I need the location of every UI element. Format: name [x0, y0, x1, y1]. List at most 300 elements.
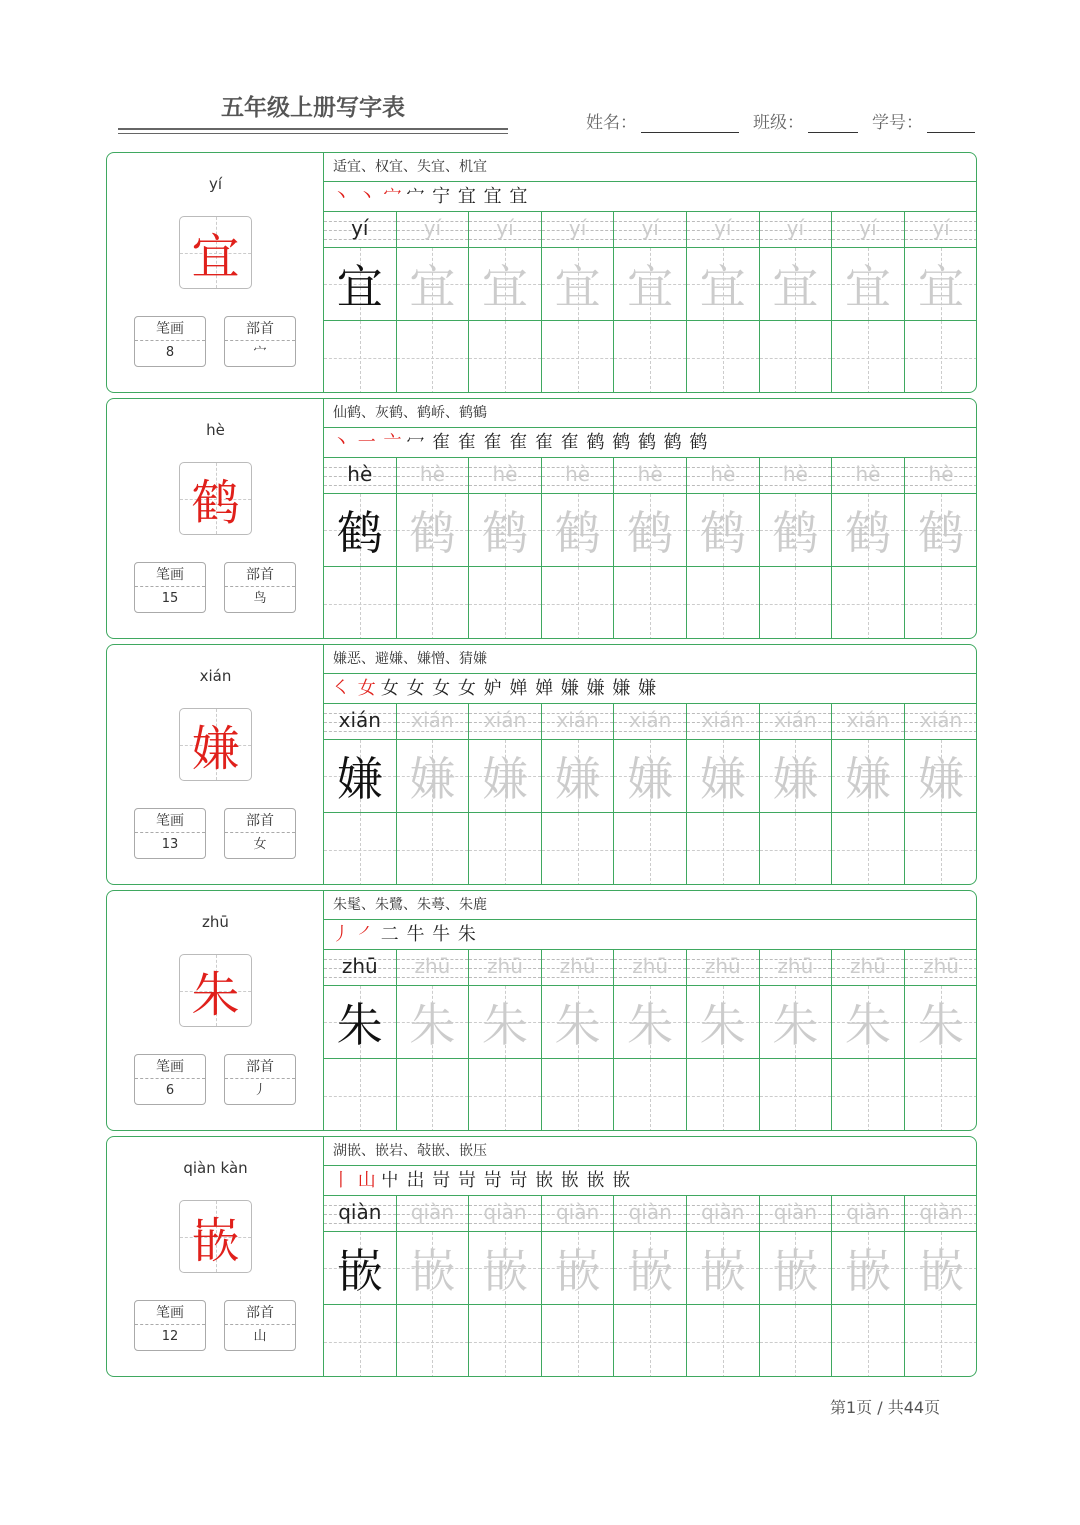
- character-cell: [760, 740, 833, 812]
- pinyin-model: yí: [351, 216, 369, 240]
- pinyin-cell: [397, 950, 470, 985]
- blank-cell[interactable]: [832, 1305, 905, 1377]
- grid-guide: [578, 1305, 579, 1377]
- radical-box: [224, 562, 296, 613]
- grid-guide: [868, 321, 869, 393]
- pinyin-cell: [397, 1196, 470, 1231]
- pinyin-cell: [687, 212, 760, 247]
- pinyin-trace: zhū: [487, 954, 523, 978]
- blank-cell[interactable]: [905, 321, 977, 393]
- character-info: [107, 1137, 324, 1376]
- grid-guide: [650, 321, 651, 393]
- pinyin-cell: [469, 1196, 542, 1231]
- blank-cell[interactable]: [542, 1305, 615, 1377]
- class-field[interactable]: [808, 111, 858, 133]
- character-trace: 鹤: [481, 506, 528, 560]
- grid-guide: [578, 1059, 579, 1131]
- blank-cell[interactable]: [687, 1059, 760, 1131]
- character-cell: [760, 986, 833, 1058]
- example-words: 仙鹤、灰鹤、鹤峤、鹤鶴: [324, 399, 977, 428]
- pinyin-cell: [760, 1196, 833, 1231]
- grid-guide: [578, 321, 579, 393]
- grid-guide: [868, 567, 869, 639]
- blank-cell[interactable]: [687, 321, 760, 393]
- grid-guide: [650, 567, 651, 639]
- pinyin-trace: zhū: [414, 954, 451, 978]
- grid-guide: [360, 1305, 361, 1377]
- grid-guide: [723, 321, 724, 393]
- grid-guide: [432, 1305, 433, 1377]
- pinyin-trace: zhū: [559, 954, 596, 978]
- pinyin-trace: hè: [928, 462, 954, 486]
- pinyin-cell: [397, 212, 470, 247]
- character-info: [107, 645, 324, 884]
- blank-cell[interactable]: [614, 567, 687, 639]
- character-cell: [760, 1232, 833, 1304]
- pinyin-row: [324, 704, 977, 740]
- strokes-label: 笔画: [135, 809, 205, 833]
- strokes-count: 6: [165, 1083, 175, 1098]
- pinyin-trace: hè: [419, 462, 445, 486]
- pinyin-trace: hè: [637, 462, 663, 486]
- strokes-label: 笔画: [135, 1055, 205, 1079]
- stroke-order-steps: 女 女 女 女 妒 婵 婵 嫌 嫌 嫌 嫌: [380, 678, 657, 699]
- character-cell: [614, 740, 687, 812]
- practice-area: [324, 399, 977, 638]
- character-cell: [905, 494, 977, 566]
- blank-cell[interactable]: [542, 1059, 615, 1131]
- pinyin-trace: yí: [859, 216, 877, 240]
- practice-area: [324, 1137, 977, 1376]
- character-cell: [905, 740, 977, 812]
- character-card: [106, 398, 977, 639]
- strokes-count: 12: [161, 1329, 179, 1344]
- grid-guide: [505, 567, 506, 639]
- number-label: 学号：: [872, 113, 923, 133]
- strokes-label: 笔画: [135, 563, 205, 587]
- pinyin-cell: [324, 1196, 397, 1231]
- character-cell: [905, 1232, 977, 1304]
- pinyin-trace: hè: [710, 462, 736, 486]
- blank-cell[interactable]: [687, 567, 760, 639]
- character-row: [324, 248, 977, 321]
- character-cell: [469, 1232, 542, 1304]
- stroke-order: [324, 182, 977, 212]
- radical-value: 丿: [253, 1083, 267, 1098]
- name-label: 姓名：: [586, 113, 637, 133]
- blank-cell[interactable]: [614, 1305, 687, 1377]
- radical-box: [224, 1300, 296, 1351]
- radical-label: 部首: [225, 563, 295, 587]
- main-character: 宜: [191, 229, 240, 285]
- character-cell: [614, 986, 687, 1058]
- radical-label: 部首: [225, 1301, 295, 1325]
- pinyin-trace: yí: [714, 216, 732, 240]
- character-cell: [324, 1232, 397, 1304]
- character-box: [179, 708, 252, 781]
- number-field[interactable]: [927, 111, 975, 133]
- student-info: [586, 108, 975, 133]
- grid-guide: [432, 567, 433, 639]
- character-cell: [397, 248, 470, 320]
- character-trace: 朱: [772, 998, 819, 1052]
- pinyin-cell: [469, 950, 542, 985]
- blank-cell[interactable]: [397, 321, 470, 393]
- pinyin-trace: yí: [932, 216, 950, 240]
- character-trace: 鹤: [627, 506, 674, 560]
- radical-label: 部首: [225, 809, 295, 833]
- pinyin-row: [324, 950, 977, 986]
- blank-cell[interactable]: [542, 321, 615, 393]
- pinyin-cell: [397, 704, 470, 739]
- blank-practice-row: [324, 1305, 977, 1377]
- character-card: [106, 644, 977, 885]
- pinyin-cell: [397, 458, 470, 493]
- character-trace: 嫌: [627, 752, 674, 806]
- pinyin-trace: qiàn: [555, 1200, 600, 1224]
- blank-practice-row: [324, 321, 977, 393]
- grid-guide: [505, 1059, 506, 1131]
- pinyin-cell: [469, 458, 542, 493]
- pinyin-trace: hè: [565, 462, 591, 486]
- pinyin-cell: [687, 1196, 760, 1231]
- pinyin-cell: [614, 704, 687, 739]
- strokes-count: 15: [161, 591, 179, 606]
- character-cell: [542, 248, 615, 320]
- grid-guide: [941, 321, 942, 393]
- pinyin-cell: [905, 212, 977, 247]
- character-cell: [469, 494, 542, 566]
- blank-cell[interactable]: [324, 813, 397, 885]
- grid-guide: [505, 1305, 506, 1377]
- character-row: [324, 740, 977, 813]
- character-info: [107, 399, 324, 638]
- pinyin-trace: zhū: [923, 954, 959, 978]
- grid-guide: [723, 1059, 724, 1131]
- practice-area: [324, 891, 977, 1130]
- main-character: 嫌: [191, 721, 240, 777]
- stroke-order: [324, 428, 977, 458]
- main-character: 朱: [191, 967, 240, 1023]
- pinyin-trace: zhū: [850, 954, 886, 978]
- strokes-label: 笔画: [135, 317, 205, 341]
- character-cell: [832, 494, 905, 566]
- blank-cell[interactable]: [905, 1059, 977, 1131]
- grid-guide: [868, 813, 869, 885]
- pinyin-trace: qiàn: [410, 1200, 454, 1224]
- stroke-order-steps: 二 牛 牛 朱: [380, 924, 477, 945]
- blank-cell[interactable]: [760, 813, 833, 885]
- pinyin-trace: qiàn: [919, 1200, 963, 1224]
- pinyin-cell: [760, 458, 833, 493]
- page-title: 五年级上册写字表: [221, 95, 405, 121]
- character-cell: [832, 986, 905, 1058]
- pinyin-cell: [905, 458, 977, 493]
- blank-cell[interactable]: [324, 321, 397, 393]
- character-trace: 嵌: [554, 1244, 601, 1298]
- blank-cell[interactable]: [542, 567, 615, 639]
- character-info: [107, 891, 324, 1130]
- pinyin-trace: xián: [774, 708, 817, 732]
- character-trace: 鹤: [699, 506, 746, 560]
- character-model: 嵌: [336, 1244, 383, 1298]
- grid-guide: [432, 1059, 433, 1131]
- radical-box: [224, 316, 296, 367]
- character-model: 宜: [336, 260, 383, 314]
- character-cell: [397, 1232, 470, 1304]
- character-cell: [760, 248, 833, 320]
- pinyin-model: zhū: [341, 954, 378, 978]
- grid-guide: [505, 321, 506, 393]
- blank-cell[interactable]: [397, 813, 470, 885]
- blank-cell[interactable]: [324, 1059, 397, 1131]
- blank-cell[interactable]: [760, 321, 833, 393]
- blank-cell[interactable]: [469, 813, 542, 885]
- character-box: [179, 216, 252, 289]
- character-trace: 嵌: [918, 1244, 965, 1298]
- character-trace: 宜: [481, 260, 528, 314]
- character-pinyin: qiàn kàn: [183, 1159, 248, 1177]
- pinyin-trace: xián: [846, 708, 890, 732]
- strokes-box: [134, 1054, 206, 1105]
- radical-value: 山: [253, 1329, 267, 1344]
- pinyin-trace: zhū: [777, 954, 814, 978]
- character-pinyin: hè: [206, 421, 225, 439]
- blank-cell[interactable]: [832, 321, 905, 393]
- character-cell: [832, 248, 905, 320]
- character-cell: [542, 494, 615, 566]
- blank-cell[interactable]: [687, 813, 760, 885]
- blank-cell[interactable]: [687, 1305, 760, 1377]
- grid-guide: [723, 1305, 724, 1377]
- grid-guide: [795, 321, 796, 393]
- character-cell: [832, 740, 905, 812]
- pinyin-trace: yí: [423, 216, 442, 240]
- pinyin-cell: [324, 950, 397, 985]
- blank-cell[interactable]: [397, 567, 470, 639]
- blank-cell[interactable]: [832, 813, 905, 885]
- character-box: [179, 1200, 252, 1273]
- character-trace: 宜: [409, 260, 456, 314]
- pinyin-cell: [542, 704, 615, 739]
- blank-practice-row: [324, 1059, 977, 1131]
- blank-cell[interactable]: [832, 1059, 905, 1131]
- character-model: 嫌: [336, 752, 383, 806]
- grid-guide: [650, 813, 651, 885]
- pinyin-model: hè: [347, 462, 373, 486]
- stroke-order-steps: 屮 岀 岢 岢 岢 岢 嵌 嵌 嵌 嵌: [380, 1170, 632, 1191]
- pinyin-trace: qiàn: [483, 1200, 527, 1224]
- pinyin-cell: [324, 704, 397, 739]
- radical-box: [224, 1054, 296, 1105]
- character-row: [324, 494, 977, 567]
- character-trace: 宜: [918, 260, 965, 314]
- character-cell: [832, 1232, 905, 1304]
- pinyin-trace: qiàn: [773, 1200, 817, 1224]
- blank-cell[interactable]: [760, 1059, 833, 1131]
- character-trace: 朱: [554, 998, 601, 1052]
- practice-area: [324, 153, 977, 392]
- character-cell: [542, 986, 615, 1058]
- pinyin-cell: [324, 212, 397, 247]
- blank-cell[interactable]: [397, 1059, 470, 1131]
- character-trace: 宜: [699, 260, 746, 314]
- character-cell: [469, 740, 542, 812]
- blank-practice-row: [324, 567, 977, 639]
- title-underline: [118, 128, 508, 130]
- character-trace: 嫌: [699, 752, 746, 806]
- character-cell: [687, 494, 760, 566]
- pinyin-trace: qiàn: [846, 1200, 890, 1224]
- character-trace: 嵌: [772, 1244, 819, 1298]
- blank-cell[interactable]: [905, 813, 977, 885]
- character-cell: [760, 494, 833, 566]
- stroke-order: [324, 920, 977, 950]
- pinyin-cell: [760, 950, 833, 985]
- character-cell: [324, 494, 397, 566]
- character-box: [179, 462, 252, 535]
- character-trace: 朱: [844, 998, 891, 1052]
- pinyin-cell: [760, 212, 833, 247]
- blank-cell[interactable]: [905, 1305, 977, 1377]
- blank-cell[interactable]: [324, 567, 397, 639]
- blank-cell[interactable]: [760, 1305, 833, 1377]
- pinyin-trace: yí: [786, 216, 805, 240]
- grid-guide: [941, 1305, 942, 1377]
- grid-guide: [505, 813, 506, 885]
- blank-cell[interactable]: [469, 1305, 542, 1377]
- character-box: [179, 954, 252, 1027]
- strokes-box: [134, 1300, 206, 1351]
- blank-cell[interactable]: [614, 321, 687, 393]
- blank-cell[interactable]: [614, 1059, 687, 1131]
- pinyin-model: qiàn: [338, 1200, 382, 1224]
- character-card: [106, 152, 977, 393]
- blank-cell[interactable]: [760, 567, 833, 639]
- pinyin-cell: [905, 704, 977, 739]
- pinyin-cell: [687, 458, 760, 493]
- pinyin-trace: xián: [411, 708, 454, 732]
- character-model: 朱: [336, 998, 383, 1052]
- radical-label: 部首: [225, 317, 295, 341]
- character-trace: 嵌: [844, 1244, 891, 1298]
- grid-guide: [941, 813, 942, 885]
- character-trace: 鹤: [554, 506, 601, 560]
- character-cell: [905, 986, 977, 1058]
- grid-guide: [432, 321, 433, 393]
- character-cell: [614, 494, 687, 566]
- pinyin-trace: hè: [855, 462, 881, 486]
- blank-cell[interactable]: [469, 321, 542, 393]
- character-cell: [687, 248, 760, 320]
- radical-value: 鸟: [253, 591, 267, 606]
- pinyin-row: [324, 212, 977, 248]
- blank-cell[interactable]: [397, 1305, 470, 1377]
- grid-guide: [650, 1059, 651, 1131]
- grid-guide: [868, 1305, 869, 1377]
- grid-guide: [723, 813, 724, 885]
- blank-cell[interactable]: [542, 813, 615, 885]
- pinyin-trace: xián: [701, 708, 744, 732]
- pinyin-trace: xián: [629, 708, 672, 732]
- stroke-order-current: ㇛ 女: [332, 678, 377, 699]
- character-cell: [397, 494, 470, 566]
- character-trace: 嵌: [409, 1244, 456, 1298]
- pinyin-cell: [542, 1196, 615, 1231]
- blank-cell[interactable]: [324, 1305, 397, 1377]
- page-number: 第1页 / 共44页: [830, 1398, 941, 1417]
- character-trace: 宜: [772, 260, 819, 314]
- blank-cell[interactable]: [469, 567, 542, 639]
- grid-guide: [795, 813, 796, 885]
- character-trace: 嫌: [918, 752, 965, 806]
- stroke-order-current: 丶 一 亠: [332, 432, 403, 453]
- grid-guide: [795, 567, 796, 639]
- character-trace: 鹤: [772, 506, 819, 560]
- character-trace: 嵌: [627, 1244, 674, 1298]
- blank-cell[interactable]: [614, 813, 687, 885]
- name-field[interactable]: [641, 111, 739, 133]
- grid-guide: [432, 813, 433, 885]
- pinyin-cell: [760, 704, 833, 739]
- character-trace: 朱: [409, 998, 456, 1052]
- stroke-order: [324, 674, 977, 704]
- grid-guide: [723, 567, 724, 639]
- stroke-order-steps: 宀 宁 宜 宜 宜: [406, 186, 529, 207]
- pinyin-cell: [324, 458, 397, 493]
- pinyin-cell: [469, 704, 542, 739]
- stroke-order-current: 丶 丶 宀: [332, 186, 403, 207]
- character-cell: [397, 740, 470, 812]
- character-cell: [687, 740, 760, 812]
- main-character: 嵌: [191, 1213, 240, 1269]
- pinyin-row: [324, 1196, 977, 1232]
- main-character: 鹤: [191, 475, 240, 531]
- pinyin-trace: xián: [556, 708, 599, 732]
- title-underline-thin: [118, 133, 508, 134]
- character-cell: [614, 1232, 687, 1304]
- character-trace: 鹤: [918, 506, 965, 560]
- example-words: 湖嵌、嵌岩、敧嵌、嵌压: [324, 1137, 977, 1166]
- character-trace: 嵌: [699, 1244, 746, 1298]
- pinyin-cell: [542, 950, 615, 985]
- pinyin-cell: [832, 704, 905, 739]
- character-trace: 宜: [554, 260, 601, 314]
- title-block: [118, 90, 508, 134]
- pinyin-row: [324, 458, 977, 494]
- radical-value: 宀: [253, 345, 267, 360]
- character-card: [106, 1136, 977, 1377]
- pinyin-trace: xián: [919, 708, 963, 732]
- character-cell: [542, 740, 615, 812]
- character-cell: [324, 986, 397, 1058]
- blank-cell[interactable]: [905, 567, 977, 639]
- character-cell: [687, 1232, 760, 1304]
- character-card: [106, 890, 977, 1131]
- blank-cell[interactable]: [832, 567, 905, 639]
- blank-practice-row: [324, 813, 977, 885]
- character-trace: 嫌: [772, 752, 819, 806]
- stroke-order: [324, 1166, 977, 1196]
- radical-box: [224, 808, 296, 859]
- pinyin-trace: yí: [568, 216, 587, 240]
- grid-guide: [868, 1059, 869, 1131]
- strokes-label: 笔画: [135, 1301, 205, 1325]
- pinyin-cell: [469, 212, 542, 247]
- character-trace: 朱: [699, 998, 746, 1052]
- blank-cell[interactable]: [469, 1059, 542, 1131]
- character-cell: [324, 248, 397, 320]
